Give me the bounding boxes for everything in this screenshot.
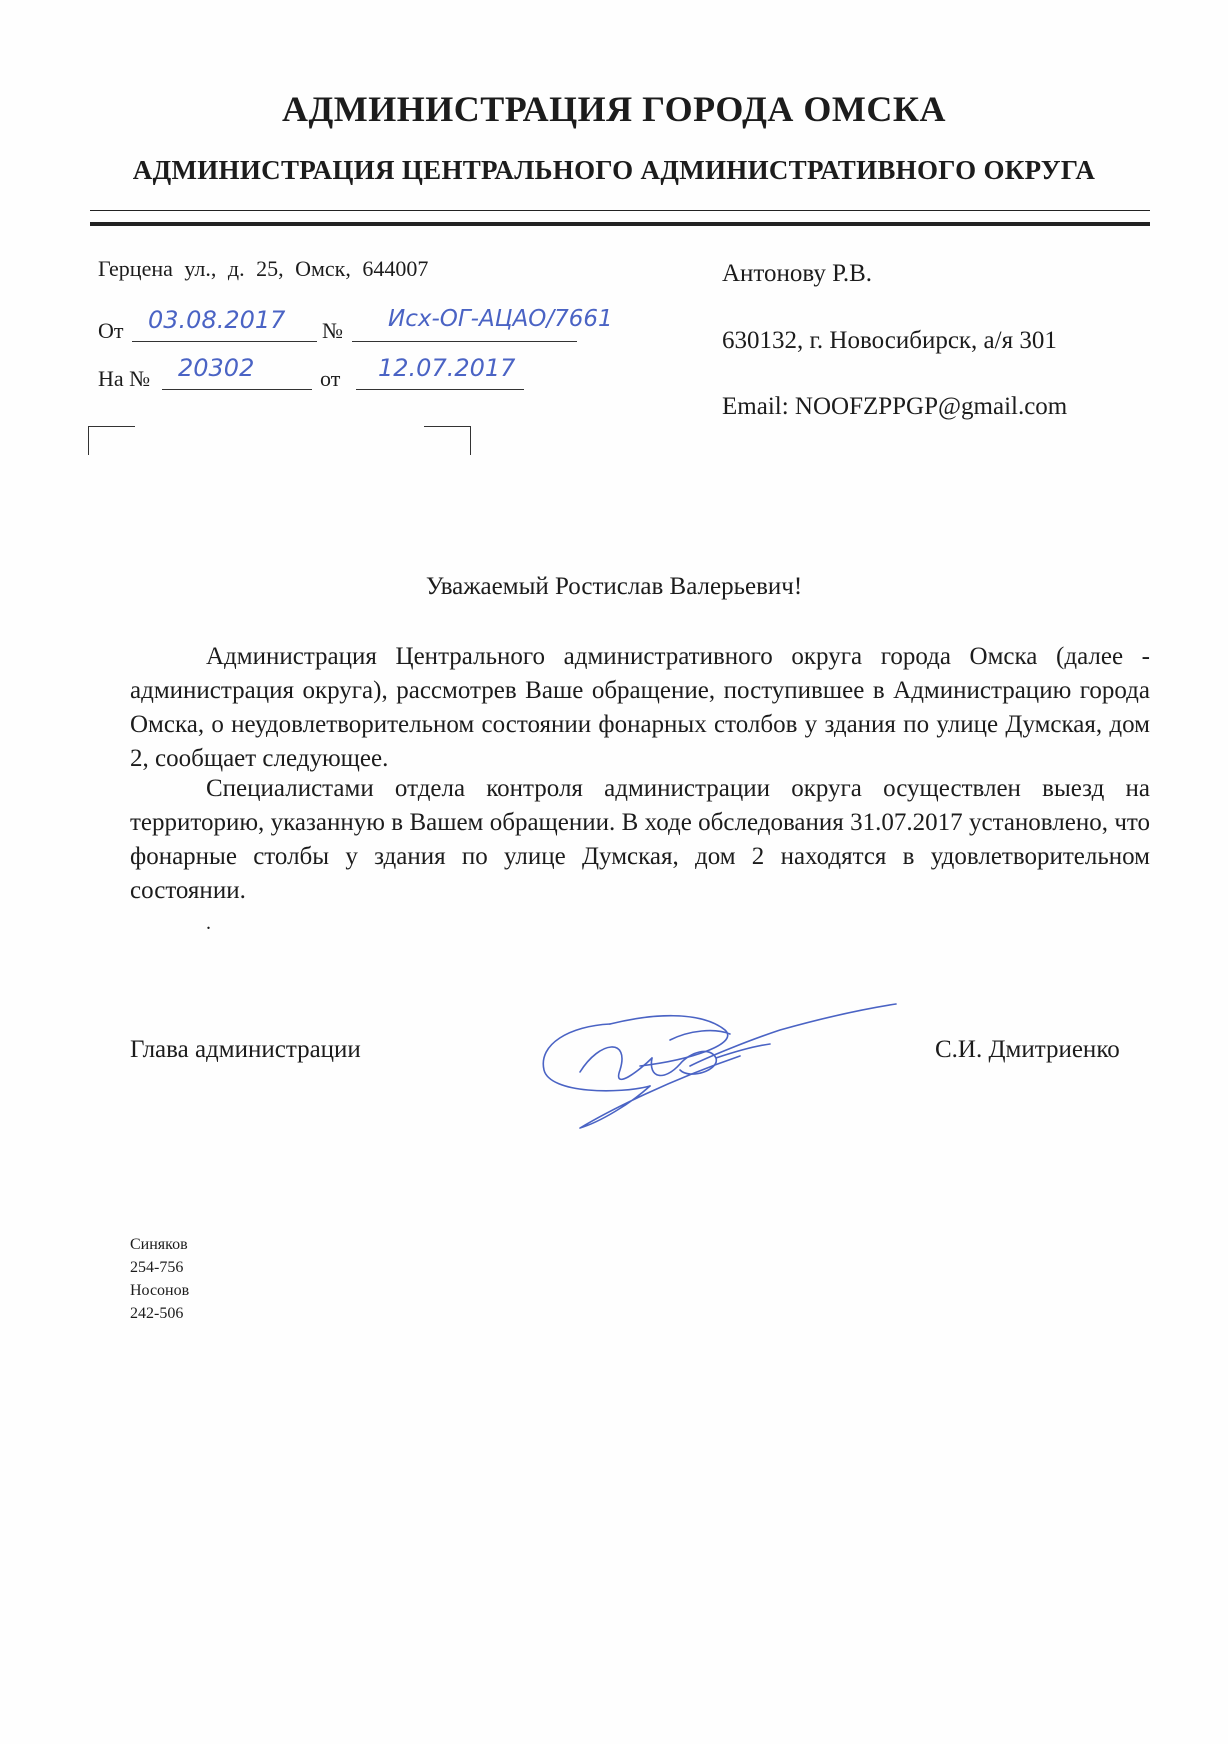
- recipient-address: 630132, г. Новосибирск, а/я 301: [722, 327, 1057, 354]
- reference-date-value: 12.07.2017: [378, 354, 516, 382]
- contact-name-2: Носонов: [130, 1282, 190, 1299]
- address-field-corner-left: [88, 426, 135, 455]
- organization-subtitle: АДМИНИСТРАЦИЯ ЦЕНТРАЛЬНОГО АДМИНИСТРАТИВНОГО ОКРУГА: [132, 155, 1096, 185]
- outgoing-date-line: [132, 341, 317, 342]
- outgoing-number-line: [352, 341, 577, 342]
- recipient-email: Email: NOOFZPPGP@gmail.com: [722, 393, 1068, 420]
- sender-address: Герцена ул., д. 25, Омск, 644007: [98, 256, 429, 281]
- outgoing-number-value: Исх-ОГ-АЦАО/7661: [388, 306, 613, 332]
- header-rule-thin: [90, 210, 1150, 211]
- handwritten-signature: [540, 1000, 910, 1140]
- reference-date-label: от: [320, 366, 341, 391]
- outgoing-date-value: 03.08.2017: [148, 306, 286, 334]
- reference-date-line: [356, 389, 524, 390]
- reference-number-label: На №: [98, 366, 151, 391]
- header-rule-thick: [90, 222, 1150, 226]
- recipient-name: Антонову Р.В.: [722, 260, 873, 287]
- salutation: Уважаемый Ростислав Валерьевич!: [425, 573, 803, 600]
- reference-number-value: 20302: [178, 354, 255, 382]
- contact-phone-1: 254-756: [130, 1259, 184, 1276]
- signer-position: Глава администрации: [130, 1036, 361, 1063]
- outgoing-date-label: От: [98, 318, 124, 343]
- reference-number-line: [162, 389, 312, 390]
- contact-name-1: Синяков: [130, 1236, 188, 1253]
- stray-mark: .: [206, 912, 211, 934]
- signer-name: С.И. Дмитриенко: [935, 1036, 1120, 1063]
- organization-title: АДМИНИСТРАЦИЯ ГОРОДА ОМСКА: [282, 89, 946, 129]
- contact-phone-2: 242-506: [130, 1305, 184, 1322]
- body-paragraph-2: Специалистами отдела контроля администрации округа осуществлен выезд на территорию, указанную в Вашем обращении. В ходе обследования 31.07.2017 установлено, что фонарные столбы у здания по улице Думская, дом 2 находятся в удовлетворительном состоянии.: [130, 775, 1150, 904]
- address-field-corner-right: [424, 426, 471, 455]
- body-paragraph-1: Администрация Центрального административного округа города Омска (далее - администрация округа), рассмотрев Ваше обращение, поступившее в Администрацию города Омска, о неудовлетворительном состоянии фонарных столбов у здания по улице Думская, дом 2, сообщает следующее.: [130, 643, 1150, 772]
- outgoing-number-label: №: [322, 318, 343, 343]
